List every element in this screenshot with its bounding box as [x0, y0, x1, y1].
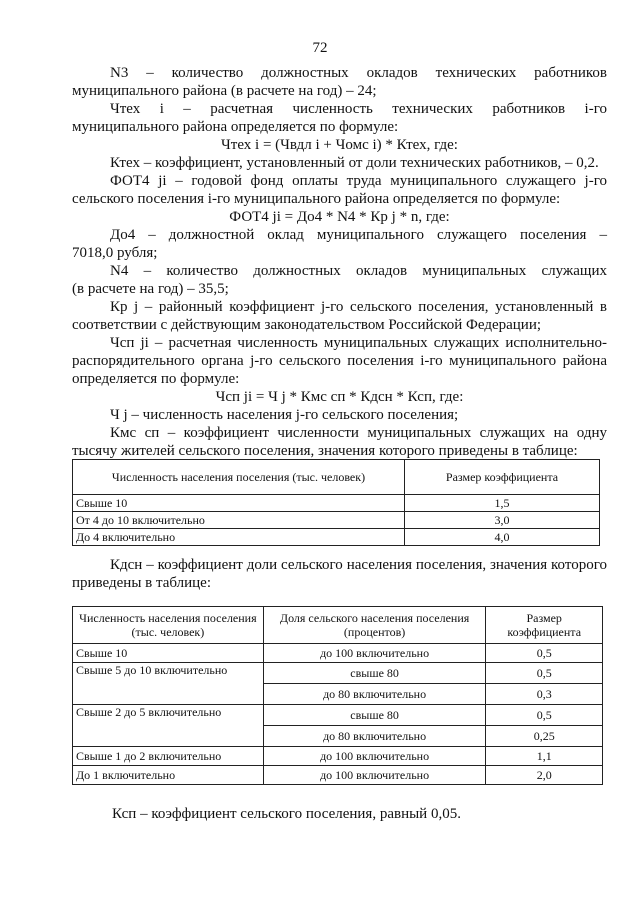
paragraph: N3 – количество должностных окладов технических работников — [110, 65, 607, 81]
table-row — [73, 747, 603, 766]
table-cell: Свыше 1 до 2 включительно — [73, 747, 264, 766]
table-cell: до 100 включительно — [263, 747, 486, 766]
table-row — [73, 766, 603, 785]
table-header: Численность населения поселения (тыс. человек) — [73, 607, 264, 644]
table-cell: Свыше 10 — [73, 644, 264, 663]
paragraph: 7018,0 рубля; — [72, 245, 158, 261]
formula: Чтех i = (Чвдл i + Чомс i) * Ктех, где: — [221, 137, 458, 153]
paragraph: Ч j – численность населения j-го сельского поселения; — [110, 407, 459, 423]
table-cell: Свыше 10 — [73, 495, 405, 512]
paragraph: Кмс сп – коэффициент численности муниципальных служащих на одну тысячу жителей сельского поселения, значения которого приведены в таблице: — [72, 425, 607, 459]
table-cell: До 1 включительно — [73, 766, 264, 785]
table-row — [73, 495, 600, 512]
table-cell: Свыше 2 до 5 включительно — [73, 705, 264, 747]
table-header: Доля сельского населения поселения (процентов) — [263, 607, 486, 644]
table-cell: до 80 включительно — [263, 726, 486, 747]
table-cell: 2,0 — [486, 766, 603, 785]
paragraph: Ктех – коэффициент, установленный от доли технических работников, – 0,2. — [110, 155, 599, 171]
paragraph: Кр j – районный коэффициент j-го сельского поселения, установленный в соответствии с действующим законодательством Российской Федерации; — [72, 299, 607, 333]
table-cell: свыше 80 — [263, 663, 486, 684]
paragraph: Кдсн – коэффициент доли сельского населения поселения, значения которого приведены в таблице: — [72, 557, 607, 591]
table-header-row — [73, 607, 603, 644]
table-cell: до 100 включительно — [263, 644, 486, 663]
table-cell: 0,5 — [486, 705, 603, 726]
paragraph: (в расчете на год) – 35,5; — [72, 281, 229, 297]
table-header: Размер коэффициента — [486, 607, 603, 644]
formula: Чсп ji = Ч j * Кмс сп * Кдсн * Ксп, где: — [215, 389, 464, 405]
body-text — [72, 64, 607, 460]
paragraph: муниципального района определяется по формуле: — [72, 119, 399, 135]
table-cell: 0,5 — [486, 663, 603, 684]
paragraph: До4 – должностной оклад муниципального служащего поселения – — [110, 227, 607, 243]
paragraph: Чсп ji – расчетная численность муниципальных служащих исполнительно-распорядительного органа j-го сельского поселения i-го муниципального района определяется по формуле: — [72, 335, 607, 387]
table-row — [73, 512, 600, 529]
paragraph: N4 – количество должностных окладов муниципальных служащих — [110, 263, 607, 279]
table-cell: 0,3 — [486, 684, 603, 705]
table-cell: 0,5 — [486, 644, 603, 663]
ksp-paragraph: Ксп – коэффициент сельского поселения, равный 0,05. — [112, 806, 461, 822]
table-cell: Свыше 5 до 10 включительно — [73, 663, 264, 705]
table-row — [73, 705, 603, 726]
table-header: Размер коэффициента — [405, 460, 600, 495]
page-number: 72 — [312, 40, 328, 56]
paragraph: ФОТ4 ji – годовой фонд оплаты труда муниципального служащего j-го сельского поселения i-го муниципального района определяется по формуле: — [72, 173, 607, 207]
table-cell: до 100 включительно — [263, 766, 486, 785]
table-row — [73, 529, 600, 546]
table-cell: 4,0 — [405, 529, 600, 546]
table-cell: свыше 80 — [263, 705, 486, 726]
table-cell: До 4 включительно — [73, 529, 405, 546]
table-cell: до 80 включительно — [263, 684, 486, 705]
table-cell: 0,25 — [486, 726, 603, 747]
coefficient-table-2 — [72, 606, 603, 785]
table-cell: 1,1 — [486, 747, 603, 766]
paragraph: Чтех i – расчетная численность технических работников i-го — [110, 101, 607, 117]
coefficient-table-1 — [72, 459, 600, 546]
table-cell: 3,0 — [405, 512, 600, 529]
table-header-row — [73, 460, 600, 495]
table-cell: 1,5 — [405, 495, 600, 512]
table-cell: От 4 до 10 включительно — [73, 512, 405, 529]
formula: ФОТ4 ji = До4 * N4 * Кр j * n, где: — [229, 209, 450, 225]
table-header: Численность населения поселения (тыс. человек) — [73, 460, 405, 495]
kdsn-paragraph — [72, 556, 607, 592]
table-row — [73, 644, 603, 663]
table-row — [73, 663, 603, 684]
paragraph: муниципального района (в расчете на год) – 24; — [72, 83, 377, 99]
